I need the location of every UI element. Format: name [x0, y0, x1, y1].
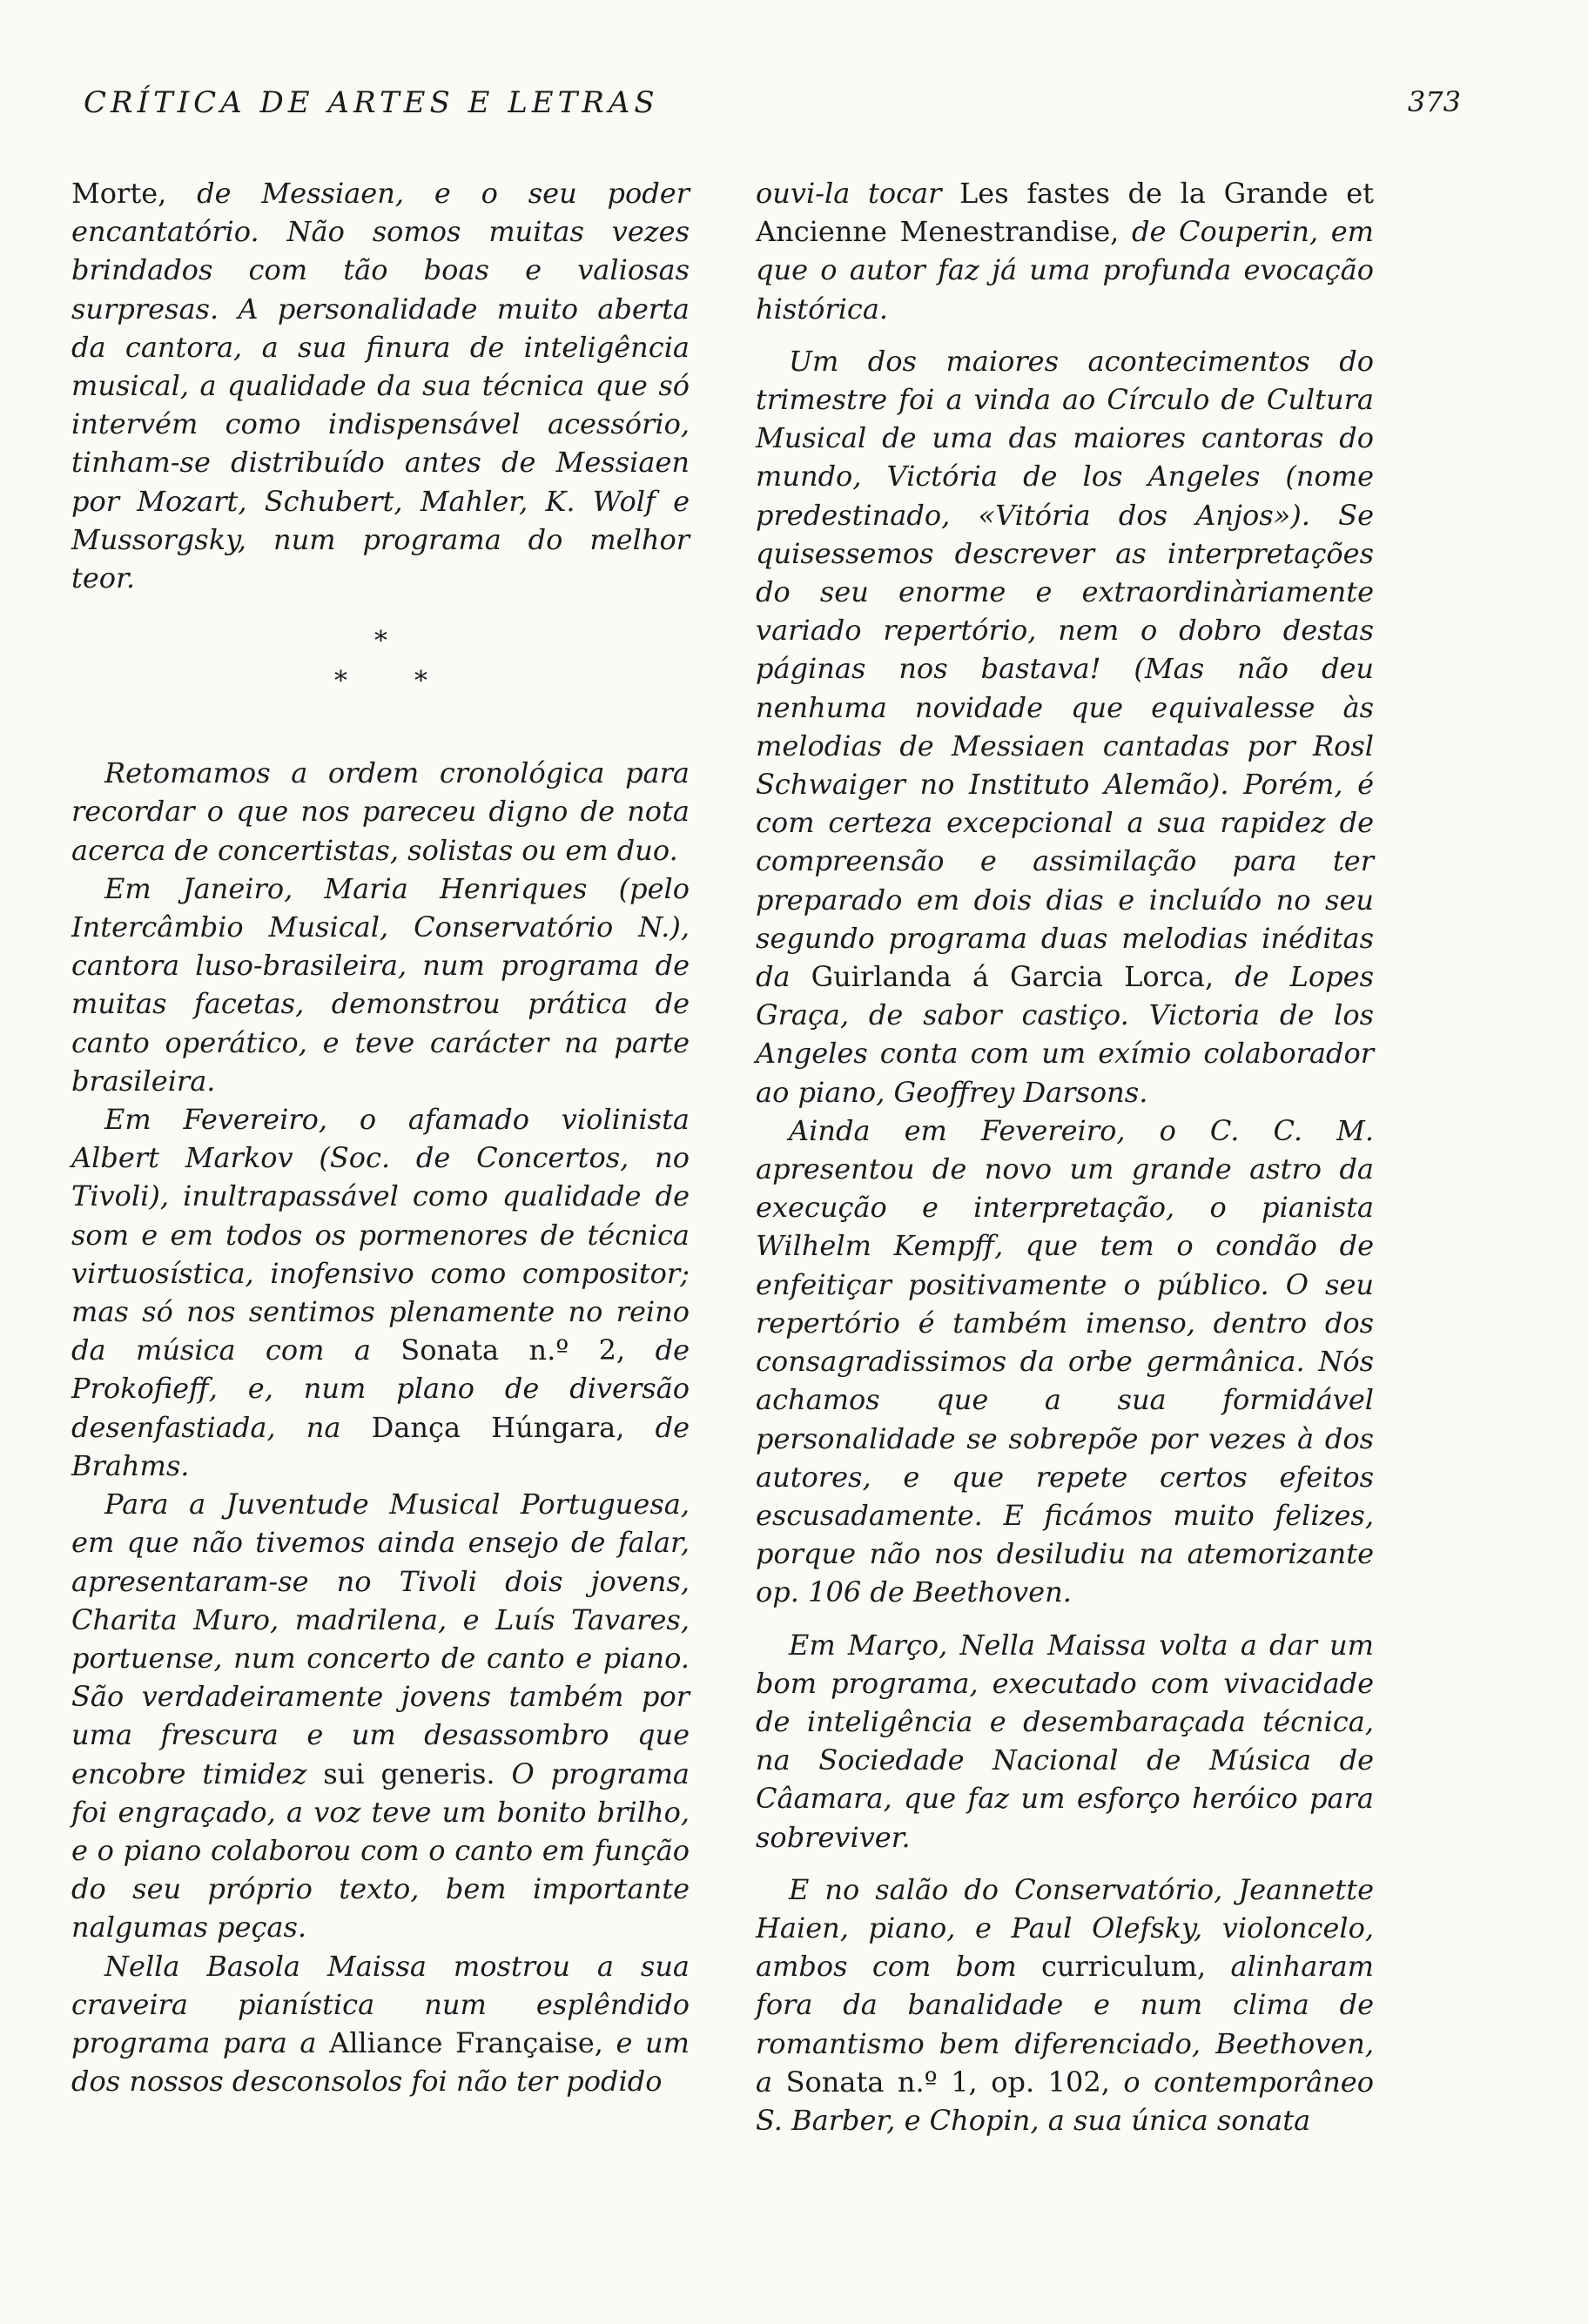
- paragraph: [756, 342, 1374, 1112]
- italic-text: de Couperin, em que o autor faz já uma profunda evocação histórica.: [756, 215, 1375, 326]
- right-column: [756, 174, 1374, 2139]
- page-header: [84, 85, 1461, 129]
- asterisk: *: [374, 626, 387, 657]
- roman-text: curriculum,: [1040, 1950, 1207, 1984]
- asterisk: *: [414, 666, 427, 697]
- roman-text: Les fastes de la Grande et Ancienne Menestrandise,: [756, 177, 1374, 249]
- paragraph: [71, 174, 690, 597]
- italic-text: O programa foi engraçado, a voz teve um bonito brilho, e o piano colaborou com o canto em função do seu próprio texto, bem importante nalgumas peças.: [71, 1756, 690, 1945]
- italic-text: Em Janeiro, Maria Henriques (pelo Intercâmbio Musical, Conservatório N.), cantora luso-brasileira, num programa de muitas facetas, demonstrou prática de canto operático, e teve carácter na parte brasileira.: [71, 871, 690, 1098]
- italic-text: o contemporâneo S. Barber, e Chopin, a sua única sonata: [756, 2065, 1375, 2137]
- italic-text: Para a Juventude Musical Portuguesa, em que não tivemos ainda ensejo de falar, apresentaram-se no Tivoli dois jovens, Charita Muro, madrilena, e Luís Tavares, portuense, num concerto de canto e piano. São verdadeiramente jovens também por uma frescura e um desassombro que encobre timidez: [71, 1488, 690, 1790]
- roman-text: Guirlanda á Garcia Lorca,: [811, 960, 1215, 994]
- paragraph: [756, 1871, 1374, 2139]
- section-separator: [71, 597, 690, 754]
- page-number: 373: [1407, 85, 1461, 118]
- italic-text: de Brahms.: [71, 1410, 690, 1482]
- italic-text: Retomamos a ordem cronológica para recordar o que nos pareceu digno de nota acerca de concertistas, solistas ou em duo.: [71, 756, 690, 867]
- italic-text: Ainda em Fevereiro, o C. C. M. apresentou de novo um grande astro da execução e interpretação, o pianista Wilhelm Kempff, que tem o condão de enfeitiçar positivamente o público. O seu repertório é também imenso, dentro dos consagradissimos da orbe germânica. Nós achamos que a sua formidável personalidade se sobrepõe por vezes à dos autores, e que repete certos efeitos escusadamente. E ficámos muito felizes, porque não nos desiludiu na atemorizante op. 106 de Beethoven.: [756, 1113, 1374, 1609]
- italic-text: de Messiaen, e o seu poder encantatório. Não somos muitas vezes brindados com tão boas e valiosas surpresas. A personalidade muito aberta da cantora, a sua finura de inteligência musical, a qualidade da sua técnica que só intervém como indispensável acessório, tinham-se distribuído antes de Messiaen por Mozart, Schubert, Mahler, K. Wolf e Mussorgsky, num programa do melhor teor.: [71, 177, 690, 595]
- italic-text: ouvi-la tocar: [756, 177, 960, 210]
- italic-text: de Prokofieff, e, num plano de diversão desenfastiada, na: [71, 1333, 690, 1444]
- left-column: [71, 174, 690, 2100]
- paragraph: [756, 1626, 1374, 1857]
- paragraph: [71, 1100, 690, 1485]
- roman-text: Sonata n.º 1, op. 102,: [785, 2065, 1110, 2099]
- paragraph: [756, 1112, 1374, 1612]
- paragraph: [71, 1947, 690, 2101]
- paragraph: [71, 1485, 690, 1946]
- italic-text: Em Fevereiro, o afamado violinista Albert Markov (Soc. de Concertos, no Tivoli), inultrapassável como qualidade de som e em todos os pormenores de técnica virtuosística, inofensivo como compositor; mas só nos sentimos plenamente no reino da música com a: [71, 1103, 690, 1367]
- roman-text: sui generis.: [323, 1756, 495, 1790]
- running-head: CRÍTICA DE ARTES E LETRAS: [84, 85, 659, 120]
- roman-text: Alliance Française,: [329, 2025, 603, 2059]
- roman-text: Morte,: [71, 177, 198, 210]
- italic-text: e um dos nossos desconsolos foi não ter podido: [71, 2025, 690, 2099]
- asterisk: *: [334, 666, 347, 697]
- italic-text: Em Março, Nella Maissa volta a dar um bom programa, executado com vivacidade de inteligência e desembaraçada técnica, na Sociedade Nacional de Música de Câamara, que faz um esforço heróico para sobreviver.: [756, 1628, 1374, 1854]
- paragraph: [71, 870, 690, 1100]
- roman-text: Dança Húngara,: [371, 1410, 625, 1444]
- paragraph: [756, 174, 1374, 328]
- italic-text: alinharam fora da banalidade e num clima de romantismo bem diferenciado, Beethoven, a: [756, 1950, 1375, 2099]
- roman-text: Sonata n.º 2,: [400, 1333, 626, 1367]
- italic-text: E no salão do Conservatório, Jeannette Haien, piano, e Paul Olefsky, violoncelo, ambos com bom: [756, 1872, 1374, 1984]
- paragraph: [71, 754, 690, 870]
- italic-text: Um dos maiores acontecimentos do trimestre foi a vinda ao Círculo de Cultura Musical de uma das maiores cantoras do mundo, Victória de los Angeles (nome predestinado, «Vitória dos Anjos»). Se quisessemos descrever as interpretações do seu enorme e extraordinàriamente variado repertório, nem o dobro destas páginas nos bastava! (Mas não deu nenhuma novidade que equivalesse às melodias de Messiaen cantadas por Rosl Schwaiger no Instituto Alemão). Porém, é com certeza excepcional a sua rapidez de compreensão e assimilação para ter preparado em dois dias e incluído no seu segundo programa duas melodias inéditas da: [756, 344, 1374, 994]
- italic-text: Nella Basola Maissa mostrou a sua craveira pianística num esplêndido programa para a: [71, 1949, 690, 2059]
- italic-text: de Lopes Graça, de sabor castiço. Victoria de los Angeles conta com um exímio colaborador ao piano, Geoffrey Darsons.: [756, 960, 1375, 1109]
